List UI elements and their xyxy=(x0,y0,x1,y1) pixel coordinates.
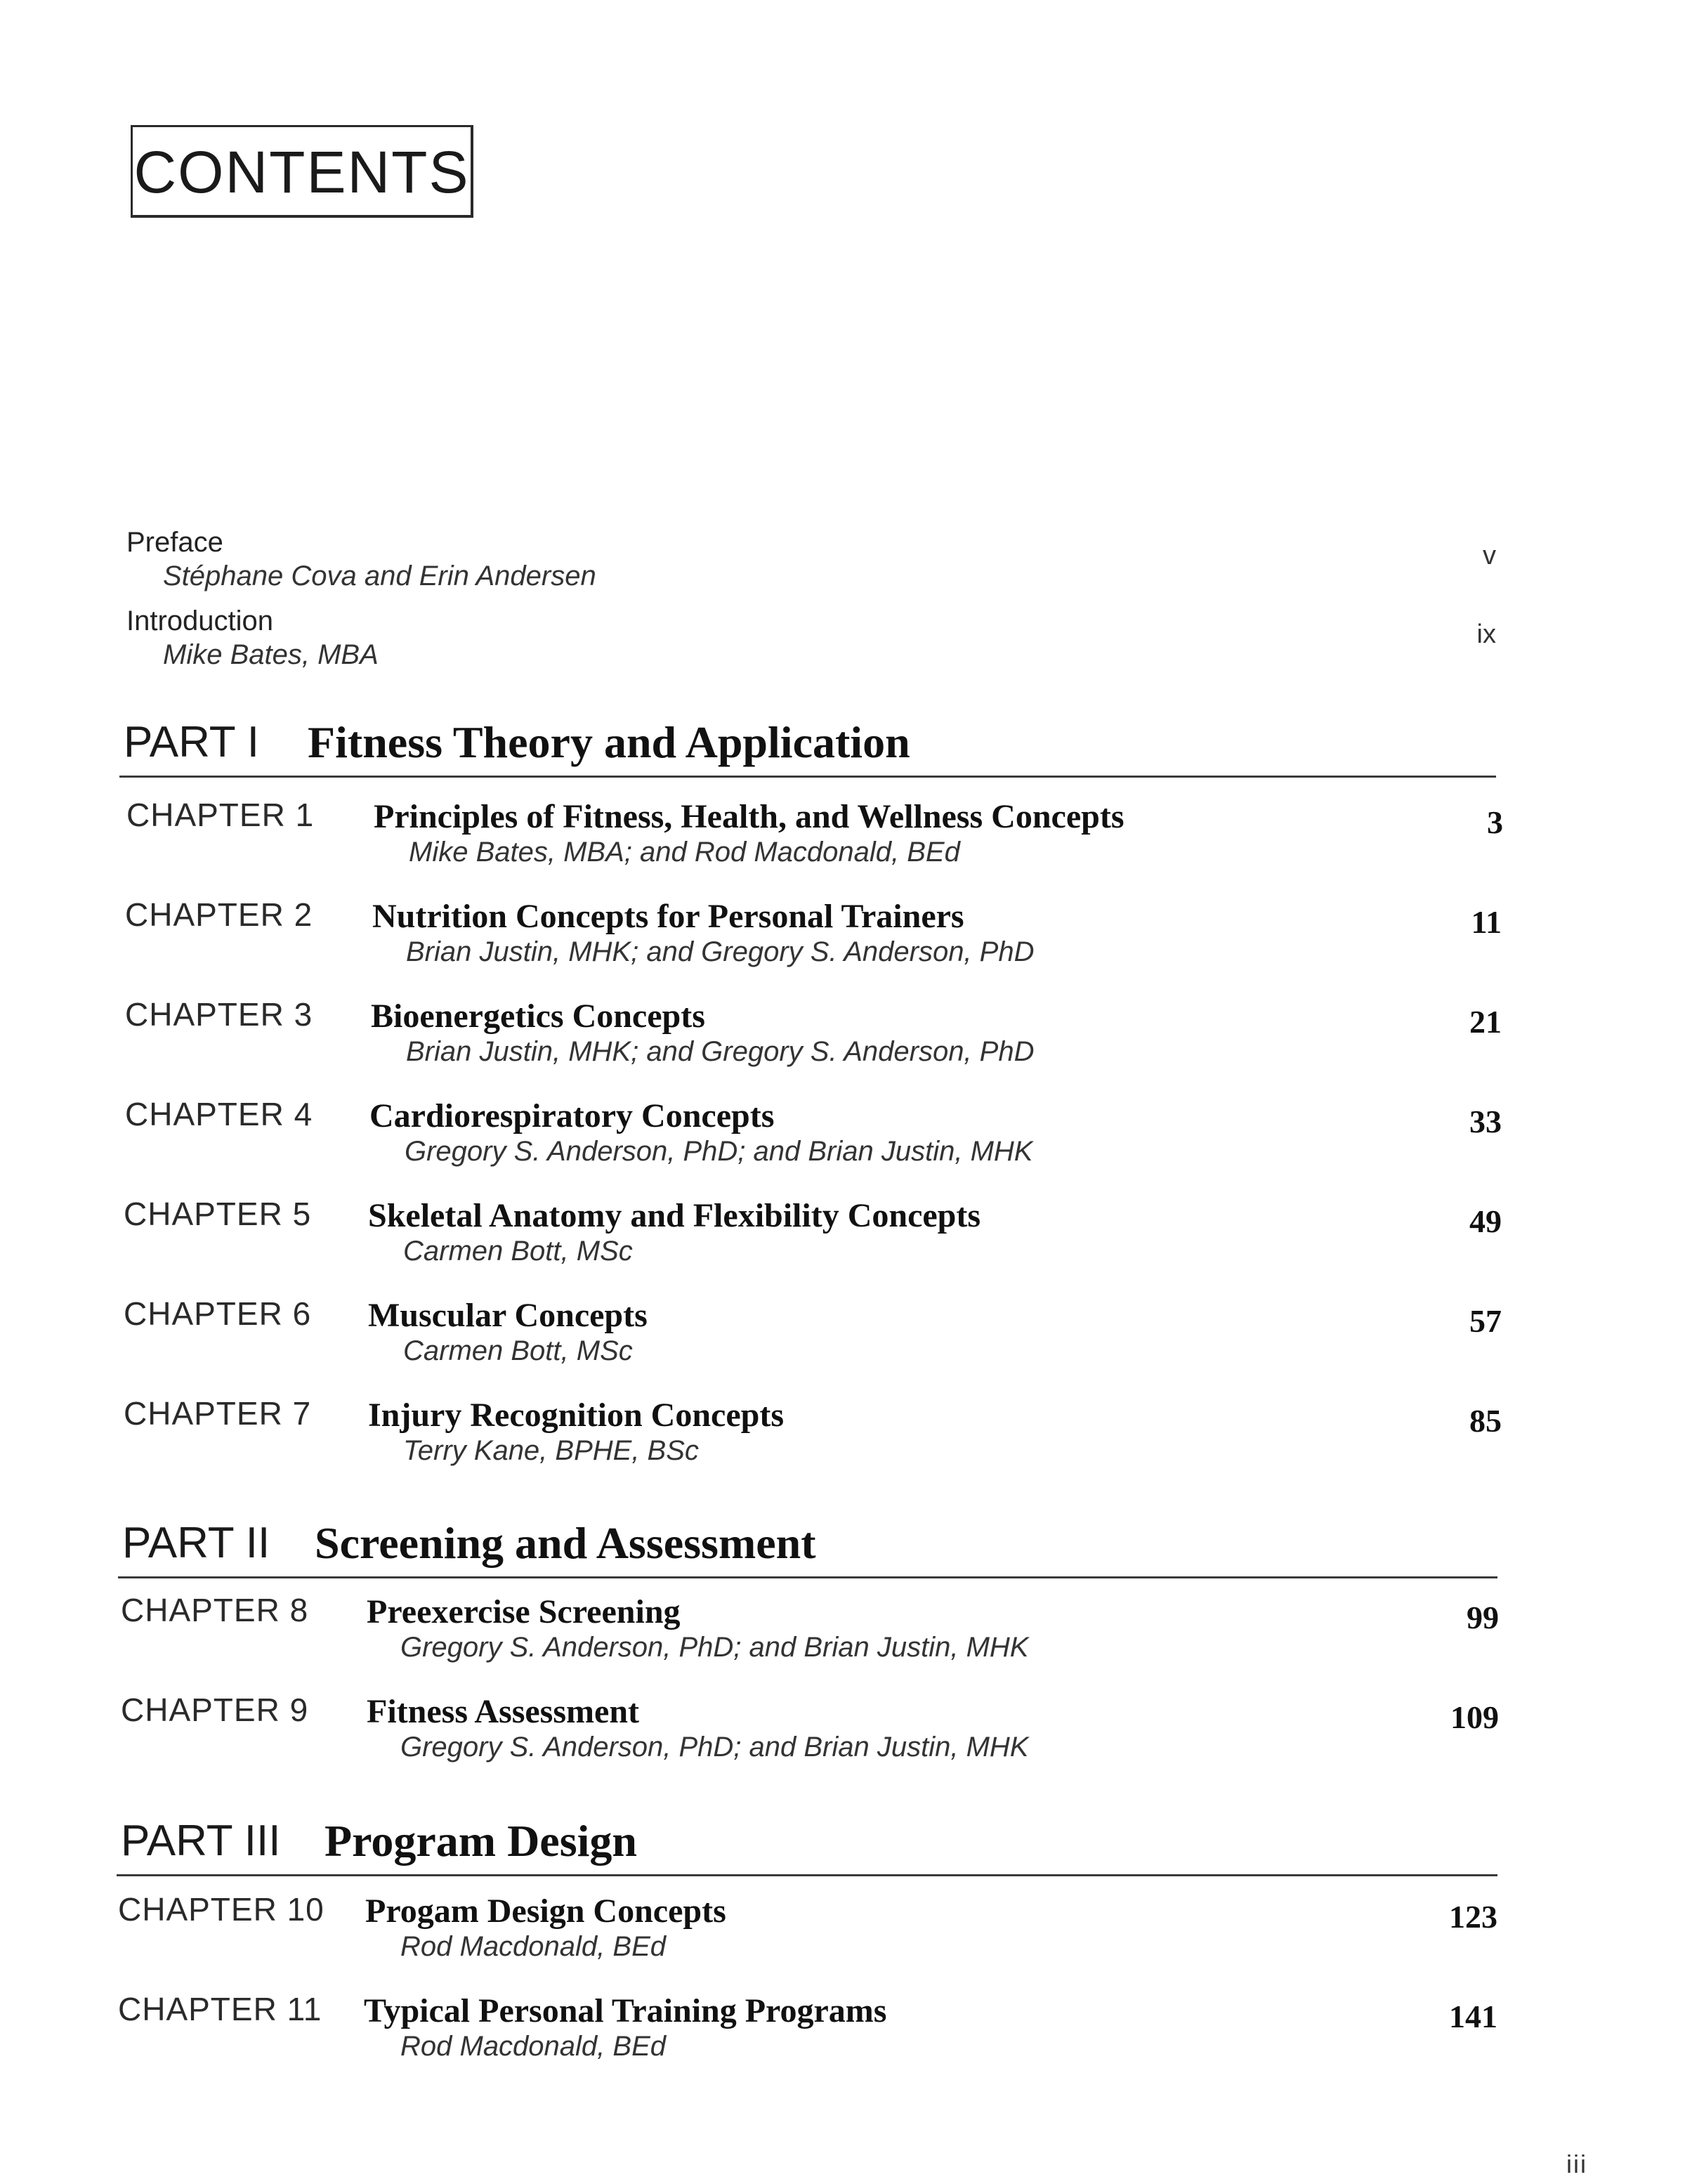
front-matter-page: ix xyxy=(1476,620,1496,649)
chapter-title: Fitness Assessment xyxy=(367,1693,640,1730)
chapter-label: CHAPTER 10 xyxy=(118,1891,324,1928)
chapter-author: Gregory S. Anderson, PhD; and Brian Justin, MHK xyxy=(405,1136,1033,1167)
chapter-page: 109 xyxy=(1450,1699,1499,1735)
chapter-title: Typical Personal Training Programs xyxy=(364,1992,887,2029)
chapter-title: Nutrition Concepts for Personal Trainers xyxy=(372,898,964,935)
part-number: PART II xyxy=(122,1519,270,1567)
chapter-page: 99 xyxy=(1467,1600,1499,1635)
chapter-author: Gregory S. Anderson, PhD; and Brian Justin, MHK xyxy=(400,1732,1029,1763)
toc-entry-chapter-6[interactable] xyxy=(124,1294,1502,1378)
front-matter-introduction xyxy=(126,604,1503,672)
chapter-author: Carmen Bott, MSc xyxy=(403,1335,633,1366)
front-matter-preface xyxy=(126,525,1503,593)
chapter-label: CHAPTER 9 xyxy=(121,1692,309,1728)
front-matter-page: v xyxy=(1483,541,1496,570)
toc-entry-chapter-7[interactable] xyxy=(124,1394,1502,1478)
chapter-page: 123 xyxy=(1449,1899,1497,1935)
page-folio: iii xyxy=(1566,2150,1587,2178)
chapter-author: Carmen Bott, MSc xyxy=(403,1236,633,1267)
chapter-page: 33 xyxy=(1469,1104,1502,1139)
chapter-title: Bioenergetics Concepts xyxy=(371,998,705,1035)
part-title: Program Design xyxy=(324,1816,637,1866)
part-1-heading xyxy=(119,708,1496,778)
chapter-label: CHAPTER 3 xyxy=(125,996,313,1033)
chapter-author: Rod Macdonald, BEd xyxy=(400,2031,667,2062)
chapter-author: Terry Kane, BPHE, BSc xyxy=(403,1435,699,1466)
toc-entry-chapter-4[interactable] xyxy=(125,1094,1502,1179)
toc-entry-chapter-11[interactable] xyxy=(118,1989,1497,2074)
chapter-author: Gregory S. Anderson, PhD; and Brian Justin, MHK xyxy=(400,1632,1029,1663)
toc-entry-chapter-2[interactable] xyxy=(125,895,1502,979)
chapter-label: CHAPTER 6 xyxy=(124,1295,312,1332)
contents-heading-box xyxy=(131,125,473,218)
chapter-title: Injury Recognition Concepts xyxy=(368,1397,785,1434)
chapter-label: CHAPTER 2 xyxy=(125,896,313,933)
chapter-label: CHAPTER 4 xyxy=(125,1096,313,1132)
toc-entry-chapter-1[interactable] xyxy=(126,795,1503,880)
toc-entry-chapter-10[interactable] xyxy=(118,1890,1497,1974)
chapter-label: CHAPTER 1 xyxy=(126,797,315,833)
front-matter-title: Introduction xyxy=(126,606,274,636)
chapter-page: 85 xyxy=(1469,1403,1502,1439)
chapter-page: 49 xyxy=(1469,1203,1502,1239)
chapter-label: CHAPTER 5 xyxy=(124,1196,312,1232)
part-number: PART III xyxy=(121,1817,281,1865)
front-matter-title: Preface xyxy=(126,527,223,558)
chapter-page: 3 xyxy=(1487,804,1503,840)
part-title: Screening and Assessment xyxy=(315,1518,816,1568)
chapter-label: CHAPTER 7 xyxy=(124,1395,312,1432)
chapter-page: 11 xyxy=(1471,904,1502,940)
chapter-page: 57 xyxy=(1469,1303,1502,1339)
part-number: PART I xyxy=(124,718,259,766)
front-matter-author: Mike Bates, MBA xyxy=(163,639,379,670)
toc-entry-chapter-5[interactable] xyxy=(124,1194,1502,1279)
toc-entry-chapter-3[interactable] xyxy=(125,995,1502,1079)
chapter-author: Brian Justin, MHK; and Gregory S. Anderson, PhD xyxy=(406,1036,1035,1067)
front-matter-author: Stéphane Cova and Erin Andersen xyxy=(163,561,596,591)
part-title: Fitness Theory and Application xyxy=(308,717,910,767)
toc-entry-chapter-8[interactable] xyxy=(121,1590,1499,1675)
part-3-heading xyxy=(117,1807,1497,1876)
chapter-page: 21 xyxy=(1469,1004,1502,1040)
chapter-author: Mike Bates, MBA; and Rod Macdonald, BEd xyxy=(409,837,960,868)
part-2-heading xyxy=(118,1509,1497,1578)
chapter-author: Rod Macdonald, BEd xyxy=(400,1931,667,1962)
chapter-label: CHAPTER 8 xyxy=(121,1592,309,1628)
toc-entry-chapter-9[interactable] xyxy=(121,1690,1499,1774)
chapter-author: Brian Justin, MHK; and Gregory S. Anderson, PhD xyxy=(406,936,1035,967)
chapter-title: Skeletal Anatomy and Flexibility Concepts xyxy=(368,1197,981,1234)
contents-heading: CONTENTS xyxy=(133,139,470,205)
chapter-title: Progam Design Concepts xyxy=(365,1892,726,1930)
chapter-page: 141 xyxy=(1449,1999,1497,2034)
chapter-title: Muscular Concepts xyxy=(368,1297,648,1334)
chapter-title: Principles of Fitness, Health, and Wellness Concepts xyxy=(374,798,1125,835)
chapter-label: CHAPTER 11 xyxy=(118,1991,322,2027)
chapter-title: Preexercise Screening xyxy=(367,1593,681,1630)
chapter-title: Cardiorespiratory Concepts xyxy=(369,1097,775,1134)
